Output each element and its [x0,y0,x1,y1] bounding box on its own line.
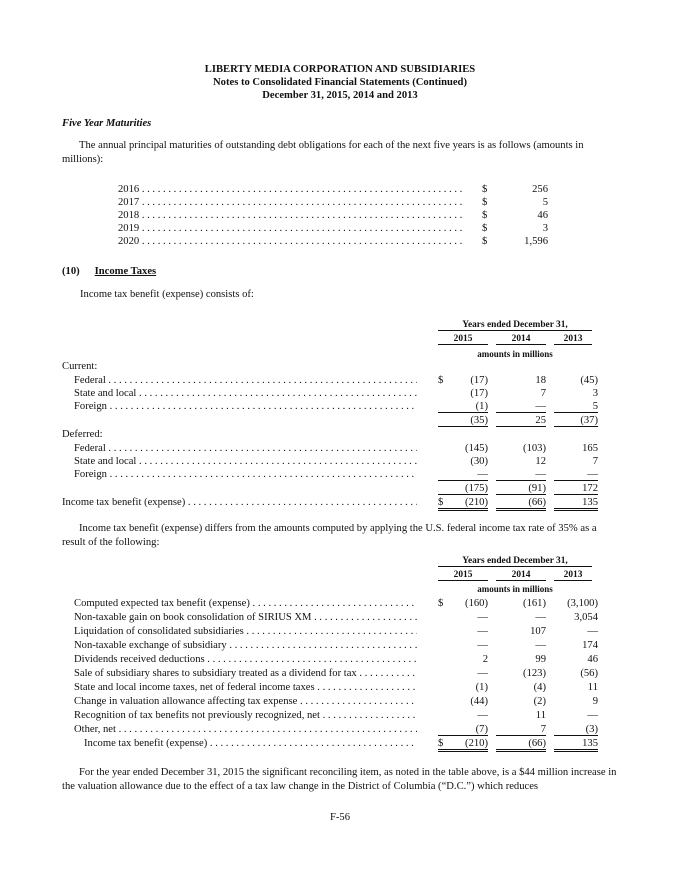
cell-2014: 7 [496,723,546,736]
cell-2015: (210) [438,737,488,752]
table-row [62,653,598,666]
table1-group-header: Years ended December 31, [438,320,592,331]
cell-2013: (56) [580,668,598,679]
section-heading [62,266,156,277]
table1-group-label [62,428,592,441]
table1-units: amounts in millions [477,349,553,359]
page-number: F-56 [329,812,350,823]
cell-2014: 12 [535,456,546,467]
row-label: State and local income taxes, net of federal income taxes . . . [62,681,417,694]
currency-sign: $ [438,375,444,386]
table-row [62,639,598,652]
table1-group-label [62,360,592,373]
cell-2013: — [587,710,598,721]
cell-2014: — [496,400,546,413]
cell-2015: (210) [438,496,488,511]
maturity-year: 2016 . . . [118,183,463,196]
table-row [62,723,598,736]
cell-2014: 25 [496,414,546,427]
table-row [62,709,598,722]
row-label: Non-taxable exchange of subsidiary . . . [62,639,417,652]
maturity-year: 2017 . . . [118,196,463,209]
cell-2015: (17) [470,388,488,399]
cell-2013: (3) [554,723,598,736]
row-label: Current: [62,361,98,372]
cell-2014: (4) [533,682,546,693]
company-name: LIBERTY MEDIA CORPORATION AND SUBSIDIARIES [204,64,476,75]
cell-2015: — [438,468,488,481]
currency-sign: $ [482,236,488,247]
table1-year-header: 2013 [554,334,592,345]
cell-2013: 3 [592,388,598,399]
cell-2013: 172 [554,482,598,495]
cell-2014: — [535,640,546,651]
cell-2013: 7 [592,456,598,467]
cell-2013: (3,100) [567,598,598,609]
row-label: Deferred: [62,429,103,440]
cell-2014: 7 [540,388,546,399]
cell-2014: 107 [530,626,546,637]
row-label: State and local . . . [62,455,417,468]
table1-year-header: 2015 [438,334,488,345]
table2-units: amounts in millions [477,584,553,594]
cell-2015: (44) [470,696,488,707]
cell-2015: — [477,612,488,623]
table-subtotal-row [62,482,598,495]
table-row [62,374,598,387]
section-number: (10) [62,266,80,277]
row-label: Other, net . . . [62,723,417,736]
row-label: Federal . . . [62,374,417,387]
cell-2015: — [477,710,488,721]
cell-2015: 2 [482,654,488,665]
document-date: December 31, 2015, 2014 and 2013 [262,90,418,101]
cell-2013: (37) [554,414,598,427]
cell-2013: (45) [580,375,598,386]
cell-2013: 174 [582,640,598,651]
cell-2015: — [477,626,488,637]
row-label: Liquidation of consolidated subsidiaries . . . [62,625,417,638]
table1-lead: Income tax benefit (expense) consists of: [80,289,254,300]
row-label: Computed expected tax benefit (expense) . . . [62,597,417,610]
table-row [62,625,598,638]
cell-2015: (175) [438,482,488,495]
document-subtitle: Notes to Consolidated Financial Statements (Continued) [213,77,467,88]
row-label: State and local . . . [62,387,417,400]
row-label: Foreign . . . [62,400,417,413]
reconciling-item-paragraph: For the year ended December 31, 2015 the significant reconciling item, as noted in the table above, is a $44 million increase in the valuation allowance due to the effect of a tax law change in the District of Columbia (“D.C.”) which reduces [62,767,617,792]
row-label: Foreign . . . [62,468,417,481]
maturity-value: 5 [542,197,548,208]
row-label: Sale of subsidiary shares to subsidiary treated as a dividend for tax . . . [62,667,417,680]
table-row [62,455,598,468]
cell-2013: 3,054 [574,612,598,623]
row-label: Income tax benefit (expense) . . . [62,496,417,509]
cell-2014: (123) [523,668,546,679]
reconciliation-intro: Income tax benefit (expense) differs from the amounts computed by applying the U.S. federal income tax rate of 35% as a result of the following: [62,523,597,548]
table2-year-header: 2014 [496,570,546,581]
cell-2015: (145) [465,443,488,454]
cell-2013: 9 [592,696,598,707]
cell-2014: 99 [535,654,546,665]
maturity-row [118,222,548,235]
cell-2014: — [535,612,546,623]
table-row [62,611,598,624]
row-label: Dividends received deductions . . . [62,653,417,666]
table2-group-header: Years ended December 31, [438,556,592,567]
table-total-row [62,496,598,509]
row-label: Non-taxable gain on book consolidation of SIRIUS XM . . . [62,611,417,624]
table-row [62,695,598,708]
table2-year-header: 2015 [438,570,488,581]
cell-2014: (103) [523,443,546,454]
row-label: Change in valuation allowance affecting tax expense . . . [62,695,417,708]
currency-sign: $ [438,598,444,609]
cell-2014: (161) [523,598,546,609]
currency-sign: $ [482,223,488,234]
table-row [62,468,598,481]
cell-2014: 18 [535,375,546,386]
maturity-year: 2018 . . . [118,209,463,222]
cell-2015: (17) [470,375,488,386]
cell-2015: (30) [470,456,488,467]
cell-2013: 11 [587,682,598,693]
currency-sign: $ [438,738,444,749]
maturity-year: 2020 . . . [118,235,463,248]
currency-sign: $ [482,210,488,221]
cell-2015: (35) [438,414,488,427]
cell-2013: 46 [587,654,598,665]
maturity-row [118,235,548,248]
maturities-title: Five Year Maturities [62,118,152,129]
cell-2015: (1) [438,400,488,413]
cell-2014: — [496,468,546,481]
table-total-row [62,737,598,750]
maturity-year: 2019 . . . [118,222,463,235]
currency-sign: $ [482,184,488,195]
cell-2014: 11 [535,710,546,721]
cell-2013: 5 [554,400,598,413]
maturity-value: 1,596 [524,236,548,247]
table-row [62,681,598,694]
cell-2013: 165 [582,443,598,454]
maturity-value: 3 [542,223,548,234]
table-row [62,400,598,413]
cell-2015: — [477,668,488,679]
maturity-value: 256 [532,184,548,195]
table2-year-header: 2013 [554,570,592,581]
table-row [62,387,598,400]
maturity-value: 46 [537,210,548,221]
cell-2014: (66) [496,496,546,511]
currency-sign: $ [482,197,488,208]
table-row [62,667,598,680]
maturity-row [118,196,548,209]
cell-2013: — [554,468,598,481]
cell-2014: (2) [533,696,546,707]
section-title: Income Taxes [94,266,157,277]
cell-2013: — [587,626,598,637]
table1-year-header: 2014 [496,334,546,345]
cell-2013: 135 [554,737,598,752]
maturity-row [118,183,548,196]
cell-2014: (66) [496,737,546,752]
currency-sign: $ [438,497,444,508]
table-subtotal-row [62,414,598,427]
cell-2015: (1) [475,682,488,693]
cell-2015: (7) [438,723,488,736]
cell-2015: (160) [465,598,488,609]
maturity-row [118,209,548,222]
row-label: Federal . . . [62,442,417,455]
cell-2013: 135 [554,496,598,511]
row-label: Income tax benefit (expense) . . . [62,737,417,750]
cell-2014: (91) [496,482,546,495]
row-label: Recognition of tax benefits not previously recognized, net . . . [62,709,417,722]
cell-2015: — [477,640,488,651]
table-row [62,442,598,455]
table-row [62,597,598,610]
maturities-intro: The annual principal maturities of outstanding debt obligations for each of the next five years is as follows (amounts in millions): [62,140,584,165]
